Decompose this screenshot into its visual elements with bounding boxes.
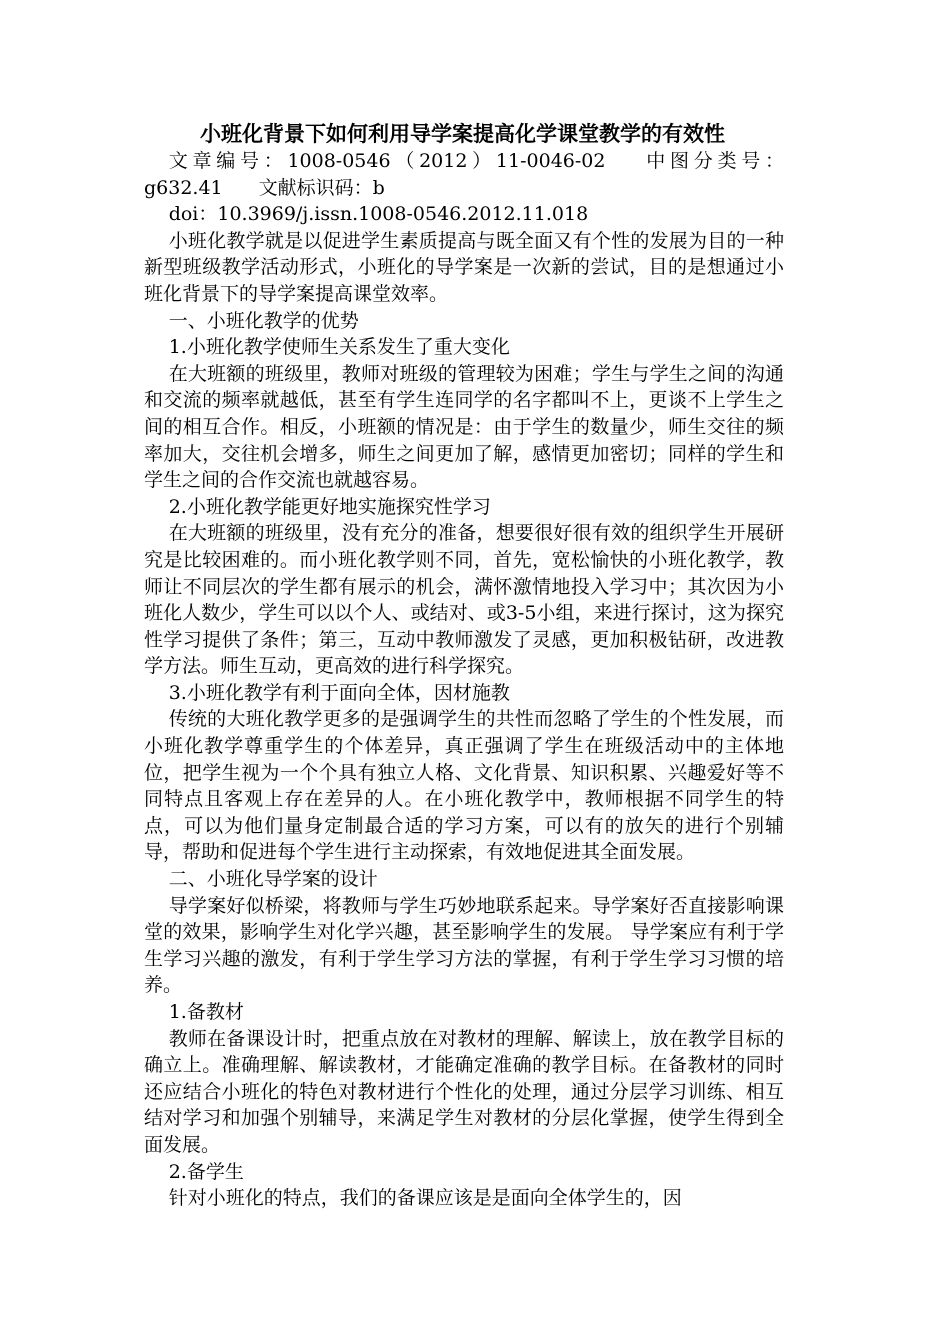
body-paragraph: 传统的大班化教学更多的是强调学生的共性而忽略了学生的个性发展，而小班化教学尊重学生的个体差异，真正强调了学生在班级活动中的主体地位，把学生视为一个个具有独立人格、文化背景、知识积累、兴趣爱好等不同特点且客观上存在差异的人。在小班化教学中，教师根据不同学生的特点，可以为他们量身定制最合适的学习方案，可以有的放矢的进行个别辅导，帮助和促进每个学生进行主动探索，有效地促进其全面发展。 — [144, 708, 784, 864]
body-paragraph: 针对小班化的特点，我们的备课应该是是面向全体学生的，因 — [168, 1187, 682, 1210]
subsection-heading: 1.小班化教学使师生关系发生了重大变化 — [168, 336, 510, 359]
subsection-heading: 2.备学生 — [168, 1160, 244, 1183]
doi-line: doi：10.3969/j.issn.1008-0546.2012.11.018 — [168, 203, 589, 226]
body-paragraph: 在大班额的班级里，没有充分的准备，想要很好很有效的组织学生开展研究是比较困难的。而小班化教学则不同，首先，宽松愉快的小班化教学，教师让不同层次的学生都有展示的机会，满怀激情地投入学习中；其次因为小班化人数少，学生可以以个人、或结对、或3-5小组，来进行探讨，这为探究性学习提供了条件；第三，互动中教师激发了灵感，更加积极钻研，改进教学方法。师生互动，更高效的进行科学探究。 — [144, 522, 784, 678]
subsection-heading: 2.小班化教学能更好地实施探究性学习 — [168, 495, 491, 518]
body-paragraph: 在大班额的班级里，教师对班级的管理较为困难；学生与学生之间的沟通和交流的频率就越低，甚至有学生连同学的名字都叫不上，更谈不上学生之间的相互合作。相反，小班额的情况是：由于学生的数量少，师生交往的频率加大，交往机会增多，师生之间更加了解，感情更加密切；同样的学生和学生之间的合作交流也就越容易。 — [144, 362, 784, 492]
section-heading-design: 二、小班化导学案的设计 — [168, 868, 378, 891]
section-heading-advantages: 一、小班化教学的优势 — [168, 309, 359, 332]
intro-paragraph: 小班化教学就是以促进学生素质提高与既全面又有个性的发展为目的一种新型班级教学活动形式，小班化的导学案是一次新的尝试，目的是想通过小班化背景下的导学案提高课堂效率。 — [144, 229, 784, 305]
subsection-heading: 1.备教材 — [168, 1001, 244, 1023]
article-meta-line — [144, 148, 784, 201]
document-page — [144, 120, 784, 1212]
document-title: 小班化背景下如何利用导学案提高化学课堂教学的有效性 — [200, 122, 725, 146]
article-number: 文章编号：1008-0546（2012）11-0046-02 — [168, 150, 606, 172]
classification-number: 中图分类号：g632.41 — [144, 150, 784, 199]
document-code: 文献标识码：b — [258, 176, 385, 199]
body-paragraph: 导学案好似桥梁，将教师与学生巧妙地联系起来。导学案好否直接影响课堂的效果，影响学生对化学兴趣，甚至影响学生的发展。 导学案应有利于学生学习兴趣的激发，有利于学生学习方法的掌握，有利于学生学习习惯的培养。 — [144, 894, 784, 997]
body-paragraph: 教师在备课设计时，把重点放在对教材的理解、解读上，放在教学目标的确立上。准确理解、解读教材，才能确定准确的教学目标。在备教材的同时还应结合小班化的特色对教材进行个性化的处理，通过分层学习训练、相互结对学习和加强个别辅导，来满足学生对教材的分层化掌握，使学生得到全面发展。 — [144, 1027, 784, 1156]
subsection-heading: 3.小班化教学有利于面向全体，因材施教 — [168, 681, 510, 704]
